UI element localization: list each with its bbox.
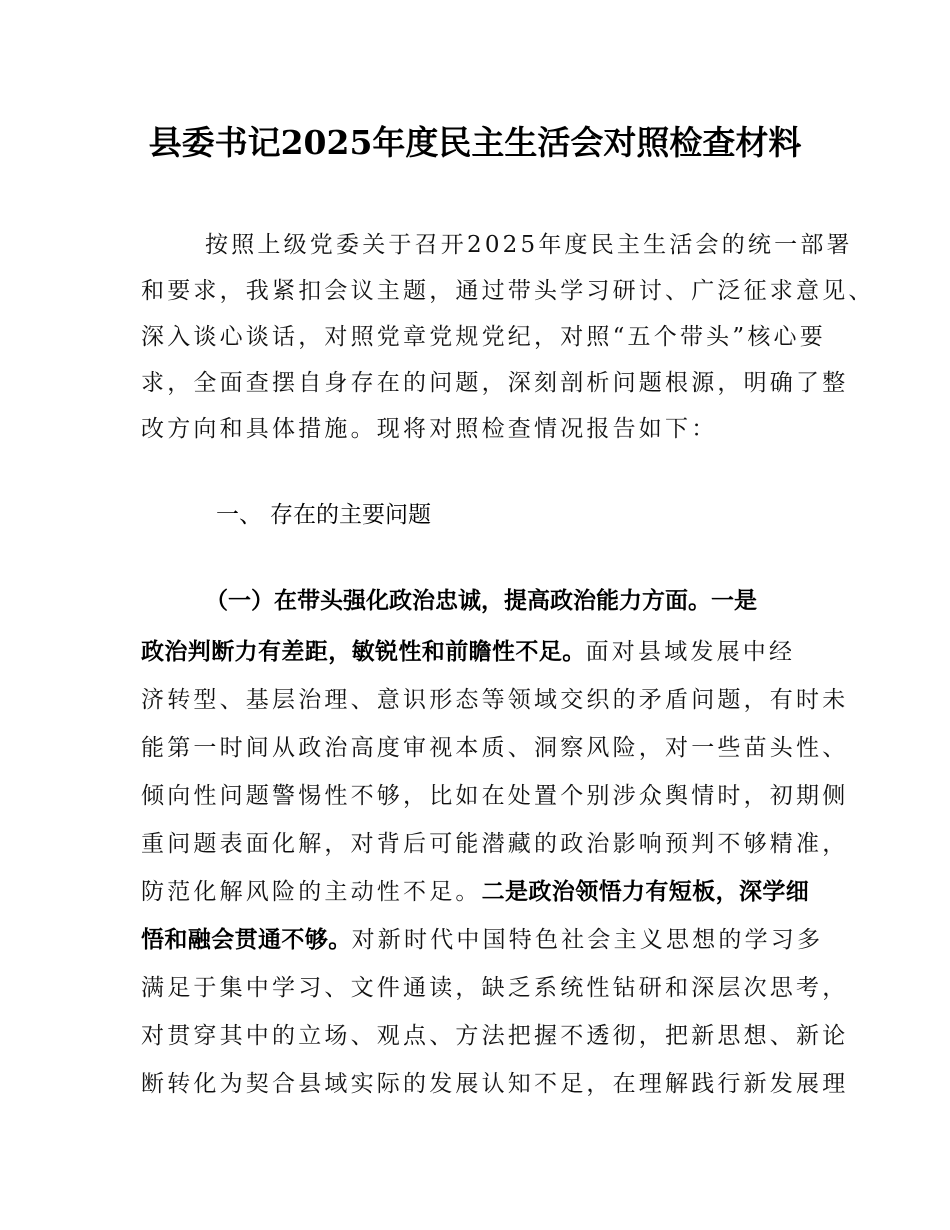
section-heading-1: [216, 492, 431, 538]
body-line-7: [141, 917, 841, 963]
body-line-8: 满足于集中学习、文件通读，缺乏系统性钻研和深层次思考，: [141, 975, 849, 1001]
bold-phrase: 政治判断力有差距，敏锐性和前瞻性不足。: [141, 639, 586, 665]
intro-line-4: 求，全面查摆自身存在的问题，深刻剖析问题根源，明确了整: [141, 370, 849, 396]
subsection-heading-1: （一）在带头强化政治忠诚，提高政治能力方面。一是: [205, 588, 757, 614]
normal-phrase: 防范化解风险的主动性不足。: [141, 879, 482, 905]
bold-phrase: 悟和融会贯通不够。: [141, 927, 352, 953]
intro-line-1: 按照上级党委关于召开2025年度民主生活会的统一部署: [205, 232, 853, 258]
body-line-4: 倾向性问题警惕性不够，比如在处置个别涉众舆情时，初期侧: [141, 783, 849, 809]
body-line-10: 断转化为契合县域实际的发展认知不足，在理解践行新发展理: [141, 1071, 849, 1097]
body-line-9: 对贯穿其中的立场、观点、方法把握不透彻，把新思想、新论: [141, 1023, 849, 1049]
document-title: 县委书记2025年度民主生活会对照检查材料: [148, 123, 802, 162]
body-line-3: 能第一时间从政治高度审视本质、洞察风险，对一些苗头性、: [141, 735, 849, 761]
section-title: 存在的主要问题: [270, 502, 431, 528]
normal-phrase: 面对县域发展中经: [585, 639, 796, 665]
section-number: 一、: [216, 502, 262, 528]
body-line-5: 重问题表面化解，对背后可能潜藏的政治影响预判不够精准，: [141, 831, 849, 857]
body-line-1: [141, 629, 841, 675]
intro-line-2: 和要求，我紧扣会议主题，通过带头学习研讨、广泛征求意见、: [141, 278, 875, 304]
normal-phrase: 对新时代中国特色社会主义思想的学习多: [351, 927, 824, 953]
intro-line-5: 改方向和具体措施。现将对照检查情况报告如下：: [141, 416, 718, 442]
body-line-6: [141, 869, 841, 915]
bold-phrase: 二是政治领悟力有短板，深学细: [481, 879, 810, 905]
body-line-2: 济转型、基层治理、意识形态等领域交织的矛盾问题，有时未: [141, 687, 849, 713]
intro-line-3: 深入谈心谈话，对照党章党规党纪，对照“五个带头”核心要: [141, 324, 826, 350]
